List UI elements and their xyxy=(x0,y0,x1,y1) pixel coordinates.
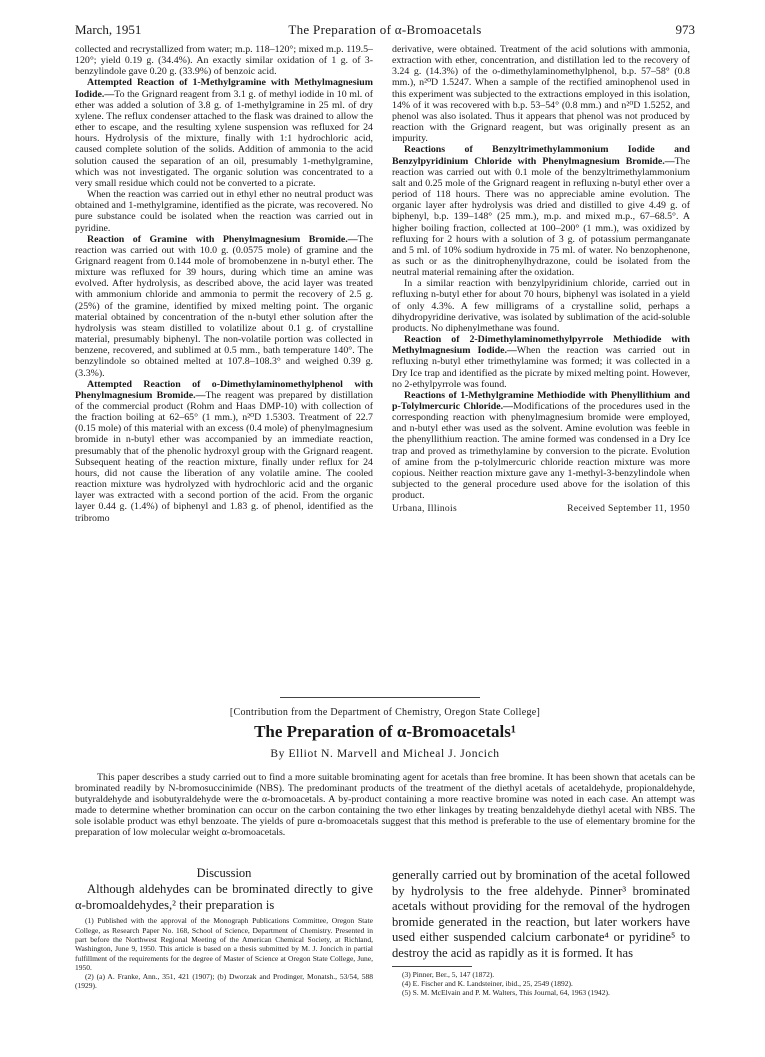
paragraph-text: In a similar reaction with benzylpyridinium chloride, carried out in refluxing n-butyl ether for about 70 hours, biphenyl was isolated in a yield of only 4.3%. A few milligrams of a crystalline solid, perhaps a dihydropyridine derivative, was isolated by sublimation of the acid-soluble products. No diphenylmethane was found. xyxy=(392,278,690,334)
running-head xyxy=(75,22,695,38)
paragraph-text: When the reaction was carried out in refluxing n-butyl ether trimethylamine was formed; it was collected in a Dry Ice trap and identified as the picrate by mixed melting point. However, no 2-ethylpyrrole was found. xyxy=(392,345,690,390)
paragraph xyxy=(75,44,373,77)
paragraph xyxy=(392,334,690,390)
article-divider xyxy=(280,697,480,698)
footnotes-left xyxy=(75,916,373,990)
page-number: 973 xyxy=(675,22,695,37)
signature-line xyxy=(392,503,690,515)
right-column xyxy=(392,44,690,515)
running-title: The Preparation of α-Bromoacetals xyxy=(288,22,482,37)
signature-city: Urbana, Illinois xyxy=(392,503,458,515)
paragraph-text: derivative, were obtained. Treatment of the acid solutions with ammonia, extraction with ether, concentration, and distillation led to the recovery of 3.24 g. (14.3%) of the o-dimethylaminomethylphenol, b.p. 57–58° (0.8 mm.), n²⁰D 1.5247. When a sample of the rectified aminophenol used in this experiment was subjected to the extractions employed in this isolation, 14% of it was recovered with b.p. 53–54° (0.8 mm.) and n²⁰D 1.5252, and phenol was also isolated. Thus it appears that phenol was not produced by reaction with the Grignard reagent, but was originally present as an impurity. xyxy=(392,44,690,145)
paragraph xyxy=(75,77,373,189)
paragraph-heading: Reactions of Benzyltrimethylammonium Iodide and Benzylpyridinium Chloride with Phenylmagnesium Bromide.— xyxy=(392,144,690,167)
paragraph-heading: Reactions of 1-Methylgramine Methiodide with Phenyllithium and p-Tolylmercuric Chloride.— xyxy=(392,389,690,412)
paragraph-text: collected and recrystallized from water; m.p. 118–120°; mixed m.p. 119.5–120°; yield 0.19 g. (34.4%). An exactly similar oxidation of 1 g. of 3-benzylindole gave 0.20 g. (33.9%) of benzoic acid. xyxy=(75,44,373,78)
article-authors: By Elliot N. Marvell and Micheal J. Joncich xyxy=(270,748,500,760)
paragraph-heading: Attempted Reaction of 1-Methylgramine with Methylmagnesium Iodide.— xyxy=(75,77,373,100)
left-column xyxy=(75,44,373,524)
paragraph xyxy=(392,44,690,144)
paragraph xyxy=(75,189,373,234)
article-title: The Preparation of α-Bromoacetals¹ xyxy=(254,722,516,741)
paragraph xyxy=(75,234,373,379)
footnote: (1) Published with the approval of the Monograph Publications Committee, Oregon State College, as Research Paper No. 168, School of Science, Department of Chemistry. Presented in part before the Northwest Regional Meeting of the American Chemical Society, at Richland, Washington, June 9, 1950. This article is based on a thesis submitted by M. J. Joncich in partial fulfillment of the requirements for the degree of Master of Science at Oregon State College, June, 1950. xyxy=(75,916,373,972)
paragraph-text: To the Grignard reagent from 3.1 g. of methyl iodide in 10 ml. of ether was added a solution of 3.8 g. of 1-methylgramine in 25 ml. of dry xylene. The reflux condenser attached to the flask was drained to allow the ether to escape, and the resulting xylene suspension was refluxed for 24 hours. Hydrolysis of the mixture, finally with 1:1 hydrochloric acid, caused complete solution of the solids. Addition of ammonia to the acid solution caused the separation of an oil, presumably 1-methylgramine, which was not investigated. The organic solution was concentrated to a very small residue which could not be converted to a picrate. xyxy=(75,88,373,189)
footnote: (2) (a) A. Franke, Ann., 351, 421 (1907); (b) Dworzak and Prodinger, Monatsh., 53/54, 588 (1929). xyxy=(75,972,373,991)
paragraph-text: The reaction was carried out with 0.1 mole of the benzyltrimethylammonium salt and 0.25 mole of the Grignard reagent in refluxing n-butyl ether over a period of 118 hours. There was no appreciable amine evolution. The organic layer after hydrolysis was dried and distilled to give 4.49 g. of biphenyl, b.p. 139–148° (25 mm.), m.p. and mixed m.p., 67–68.5°. A higher boiling fraction, collected at 100–200° (1 mm.), was oxidized by refluxing for 2 hours with a solution of 3 g. of potassium permanganate and 5 ml. of 10% sodium hydroxide in 75 ml. of water. No benzophenone, as such or as the dinitrophenylhydrazone, could be isolated from the neutral material remaining after the oxidation. xyxy=(392,155,690,279)
paragraph-text: The reagent was prepared by distillation of the commercial product (Rohm and Haas DMP-10) with collection of the fraction boiling at 62–65° (1 mm.), n²⁰D 1.5303. Treatment of 22.7 (0.15 mole) of this material with an excess (0.4 mole) of phenylmagnesium bromide in n-butyl ether was accompanied by an immediate reaction, presumably that of the phenolic hydroxyl group with the Grignard reagent. Subsequent heating of the reaction mixture, finally under reflux for 24 hours, did not cause the liberation of any volatile amine. The cooled reaction mixture was hydrolyzed with hydrochloric acid and the organic layer was extracted with a second portion of the acid. From the organic layer 0.44 g. (1.4%) of biphenyl and 1.83 g. of phenol, identified as the tribromo xyxy=(75,389,373,524)
paragraph-text: The reaction was carried out with 10.0 g. (0.0575 mole) of gramine and the Grignard reagent from 0.144 mole of bromobenzene in n-butyl ether. The mixture was refluxed for 39 hours, during which time an amine was evolved. After hydrolysis, as described above, the acid layer was treated with ammonium chloride and ammonia to permit the recovery of 2.5 g. (25%) of the gramine, identified by mixed melting point. The organic material obtained by concentration of the n-butyl ether solution after the hydrolysis was steam distilled to volatilize about 0.1 g. of crystalline material, presumably biphenyl. The non-volatile portion was collected in benzene, recovered, and sublimed at 0.5 mm., bath temperature 140°. The benzylindole so obtained melted at 107.8–108.3° and weighed 0.39 g. (3.3%). xyxy=(75,233,373,379)
paragraph xyxy=(392,144,690,278)
paragraph xyxy=(75,379,373,524)
discussion-text-right: generally carried out by bromination of the acetal followed by hydrolysis to the free aldehyde. Pinner³ brominated acetals without providing for the removal of the hydrogen bromide generated in the reaction, but later workers have used either suspended calcium carbonate⁴ or pyridine⁵ to destroy the acid as rapidly as it is formed. It has xyxy=(392,868,690,960)
footnote: (5) S. M. McElvain and P. M. Walters, This Journal, 64, 1963 (1942). xyxy=(402,988,610,998)
received-date: Received September 11, 1950 xyxy=(567,503,690,515)
contribution-line: [Contribution from the Department of Chemistry, Oregon State College] xyxy=(229,707,541,718)
paragraph xyxy=(392,278,690,334)
article-abstract: This paper describes a study carried out to find a more suitable brominating agent for acetals than free bromine. It has been shown that acetals can be brominated readily by N-bromosuccinimide (NBS). The predominant products of the treatment of the diethyl acetals of acetaldehyde, propionaldehyde, butyraldehyde and isobutyraldehyde were the α-bromoacetals. A by-product containing a more reactive bromine was noted in each case. An attempt was made to determine whether bromination can occur on the carbon containing the two ether linkages by treating benzaldehyde diethyl acetal with NBS. The sole isolable product was ethyl benzoate. The yields of pure α-bromoacetals suggest that this method is preferable to the use of elementary bromine for the preparation of low molecular weight α-bromoacetals. xyxy=(75,772,695,839)
discussion-right-column xyxy=(392,868,690,997)
footnote: (3) Pinner, Ber., 5, 147 (1872). xyxy=(402,969,495,979)
discussion-text-left: Although aldehydes can be brominated directly to give α-bromoaldehydes,² their preparation is xyxy=(75,882,373,912)
paragraph-text: When the reaction was carried out in ethyl ether no neutral product was obtained and 1-methylgramine, identified as the picrate, was recovered. No pure substance could be isolated when the reaction was carried out in pyridine. xyxy=(75,189,373,234)
paragraph-heading: Reaction of 2-Dimethylaminomethylpyrrole Methiodide with Methylmagnesium Iodide.— xyxy=(392,334,690,357)
discussion-heading: Discussion xyxy=(196,866,252,880)
paragraph-heading: Reaction of Gramine with Phenylmagnesium Bromide.— xyxy=(87,233,358,245)
footnote-rule xyxy=(392,966,472,967)
paragraph-heading: Attempted Reaction of o-Dimethylaminomethylphenol with Phenylmagnesium Bromide.— xyxy=(75,378,373,401)
footnote: (4) E. Fischer and K. Landsteiner, ibid., 25, 2549 (1892). xyxy=(402,978,573,988)
paragraph xyxy=(392,390,690,502)
issue-date: March, 1951 xyxy=(75,22,142,37)
footnotes-right xyxy=(392,970,690,998)
paragraph-text: Modifications of the procedures used in the corresponding reaction with phenylmagnesium bromide were employed, and n-butyl ether was used as the solvent. Amine evolution was feeble in the phenyllithium reaction. The amine formed was condensed in a Dry Ice trap and proved as trimethylamine by conversion to the picrate. Evolution of amine from the p-tolylmercuric chloride reaction mixture was more copious. Neither reaction mixture gave any 1-methyl-3-benzylindole when subjected to the general procedure used above for the isolation of this product. xyxy=(392,401,691,502)
discussion-left-column xyxy=(75,868,373,991)
